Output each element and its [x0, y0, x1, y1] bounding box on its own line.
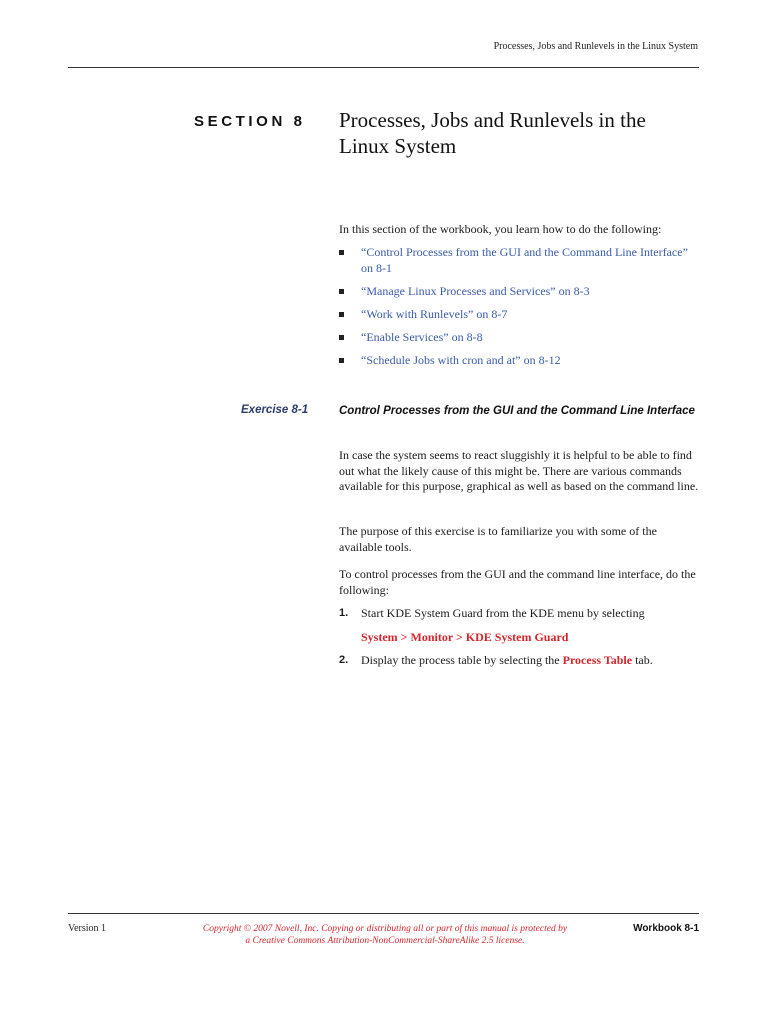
- list-item: [339, 307, 699, 323]
- square-bullet-icon: [339, 358, 344, 363]
- step-text-after: tab.: [632, 653, 653, 667]
- list-item: [339, 284, 699, 300]
- list-item: [339, 353, 699, 369]
- topic-link-enable-services[interactable]: “Enable Services” on 8-8: [361, 329, 483, 344]
- footer-copyright: [180, 923, 590, 947]
- step-number: 1.: [339, 607, 349, 619]
- exercise-paragraph: To control processes from the GUI and the command line interface, do the following:: [339, 567, 696, 597]
- footer-divider: [68, 913, 699, 914]
- footer-version: Version 1: [68, 923, 107, 934]
- topic-link-runlevels[interactable]: “Work with Runlevels” on 8-7: [361, 306, 508, 321]
- topic-link-control-processes[interactable]: “Control Processes from the GUI and the Command Line Interface” on 8-1: [361, 245, 688, 275]
- exercise-paragraph: In case the system seems to react sluggishly it is helpful to be able to find out what the likely cause of this might be. There are various commands available for this purpose, graphical as well as based on the command line.: [339, 448, 699, 493]
- step-text-before: Display the process table by selecting the: [361, 653, 563, 667]
- list-item: [339, 330, 699, 346]
- menu-path: System > Monitor > KDE System Guard: [361, 629, 569, 644]
- topic-list: [339, 245, 699, 376]
- copyright-line: Copyright © 2007 Novell, Inc. Copying or distributing all or part of this manual is protected by: [202, 924, 568, 934]
- footer-page-number: Workbook 8-1: [633, 923, 699, 934]
- square-bullet-icon: [339, 289, 344, 294]
- step-text: Start KDE System Guard from the KDE menu by selecting: [361, 606, 645, 620]
- copyright-line: a Creative Commons Attribution-NonCommercial-ShareAlike 2.5 license.: [245, 936, 525, 946]
- section-label: SECTION 8: [194, 113, 306, 130]
- square-bullet-icon: [339, 250, 344, 255]
- step-number: 2.: [339, 654, 349, 666]
- square-bullet-icon: [339, 335, 344, 340]
- topic-link-schedule-jobs[interactable]: “Schedule Jobs with cron and at” on 8-12: [361, 352, 561, 367]
- exercise-label: Exercise 8-1: [241, 404, 309, 416]
- exercise-title: Control Processes from the GUI and the Command Line Interface: [339, 405, 695, 417]
- running-header: Processes, Jobs and Runlevels in the Linux System: [493, 41, 698, 52]
- intro-text: In this section of the workbook, you learn how to do the following:: [339, 222, 662, 236]
- exercise-paragraph: The purpose of this exercise is to familiarize you with some of the available tools.: [339, 524, 657, 554]
- topic-link-manage-processes[interactable]: “Manage Linux Processes and Services” on 8-3: [361, 283, 590, 298]
- step-item: [339, 606, 699, 645]
- list-item: [339, 245, 699, 276]
- section-title: Processes, Jobs and Runlevels in the Linux System: [339, 108, 646, 158]
- header-divider: [68, 67, 699, 68]
- step-item: [339, 653, 699, 669]
- square-bullet-icon: [339, 312, 344, 317]
- process-table-highlight: Process Table: [562, 653, 633, 667]
- steps-list: [339, 606, 699, 669]
